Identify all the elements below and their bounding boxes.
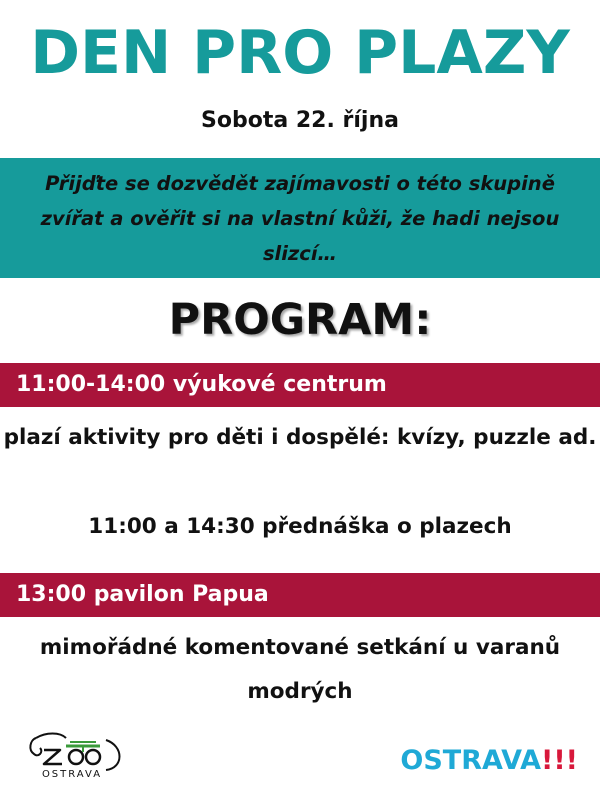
page-title: DEN PRO PLAZY (30, 18, 570, 88)
activity-description: plazí aktivity pro děti i dospělé: kvízy, puzzle ad. (3, 425, 597, 450)
ostrava-brand (400, 744, 578, 778)
meeting-description: mimořádné komentované setkání u varanů modrých (39, 635, 561, 704)
lecture-times: 11:00 a 14:30 přednáška o plazech (88, 514, 512, 539)
intro-text: Přijďte se dozvědět zajímavosti o této skupině zvířat a ověřit si na vlastní kůži, že hadi nejsou slizcí… (40, 171, 560, 265)
intro-banner (0, 158, 600, 278)
section-header-papua-pavilion: 13:00 pavilon Papua (0, 573, 600, 617)
program-heading: PROGRAM: (168, 295, 432, 345)
event-date: Sobota 22. října (201, 108, 399, 133)
logo-text: OSTRAVA (41, 769, 103, 780)
zoo-logo (26, 728, 126, 788)
section-header-education-centre: 11:00-14:00 výukové centrum (0, 363, 600, 407)
ostrava-word: OSTRAVA (400, 745, 542, 776)
zoo-elephant-logo-icon (26, 728, 126, 772)
ostrava-exclamation: !!! (541, 745, 578, 776)
